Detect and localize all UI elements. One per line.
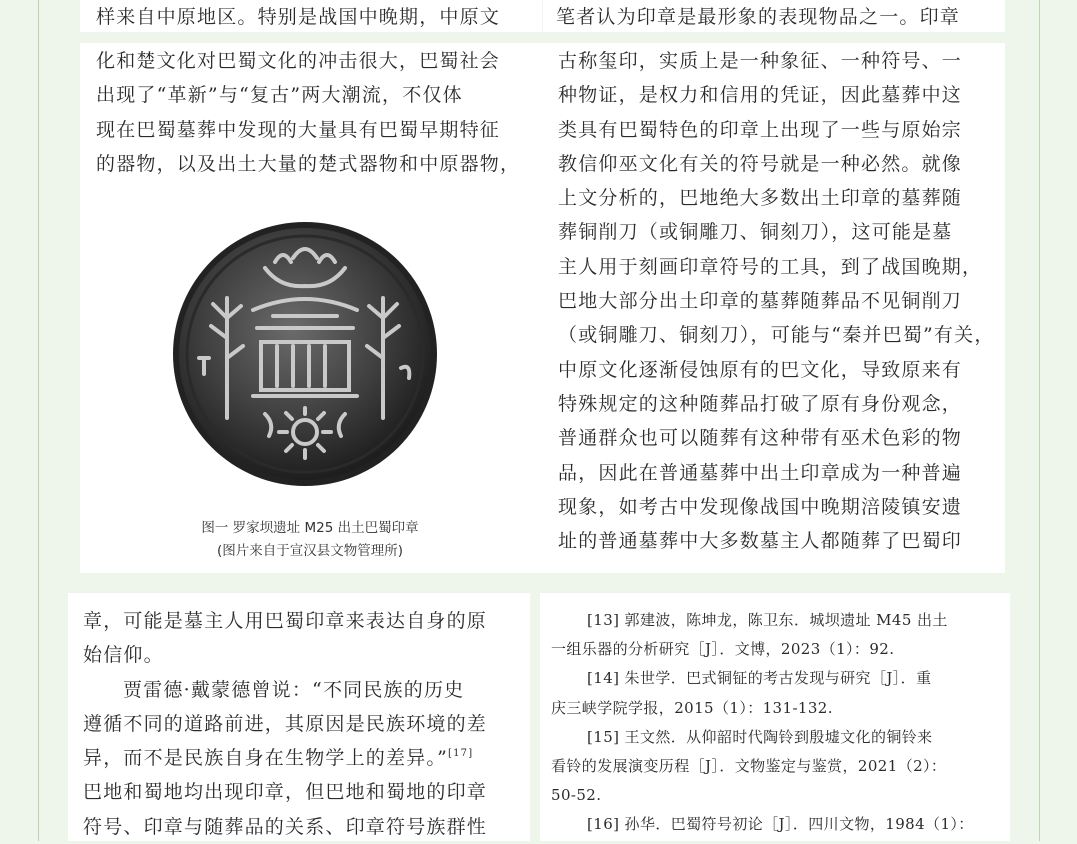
- text-line: 葬铜削刀（或铜雕刀、铜刻刀），这可能是墓: [558, 221, 953, 244]
- figure-caption-line2: (图片来自于宣汉县文物管理所): [216, 543, 404, 559]
- text-line: 化和楚文化对巴蜀文化的冲击很大，巴蜀社会: [96, 50, 501, 72]
- right-column-text: [558, 44, 995, 558]
- text-line: 古称玺印，实质上是一种象征、一种符号、一: [558, 50, 963, 72]
- text-line: 特殊规定的这种随葬品打破了原有身份观念，: [558, 392, 963, 415]
- bottom-left-text: [83, 604, 487, 844]
- text-line: 巴地大部分出土印章的墓葬随葬品不见铜削刀: [558, 290, 963, 313]
- top-left-text: 样来自中原地区。特别是战国中晚期，中原文: [96, 6, 501, 28]
- text-line: 遵循不同的道路前进，其原因是民族环境的差: [83, 712, 488, 735]
- reference-line: 庆三峡学院学报，2015（1）：131-132.: [551, 698, 833, 717]
- text-line: 种物证，是权力和信用的凭证，因此墓葬中这: [558, 84, 963, 107]
- citation-superscript: [17]: [448, 748, 474, 760]
- text-line: 类具有巴蜀特色的印章上出现了一些与原始宗: [558, 118, 963, 141]
- text-line: 贾雷德·戴蒙德曾说：“不同民族的历史: [123, 678, 465, 701]
- text-line: 现象，如考古中发现像战国中晚期涪陵镇安遗: [558, 495, 963, 518]
- reference-line: [13] 郭建波，陈坤龙，陈卫东．城坝遗址 M45 出土: [587, 611, 948, 629]
- text-line: 品，因此在普通墓葬中出土印章成为一种普遍: [558, 461, 963, 484]
- reference-line: [15] 王文然．从仰韶时代陶铃到殷墟文化的铜铃来: [587, 727, 933, 746]
- text-line: 始信仰。: [83, 644, 164, 667]
- text-line: 出现了“革新”与“复古”两大潮流，不仅体: [96, 84, 463, 107]
- text-line: （或铜雕刀、铜刻刀），可能与“秦并巴蜀”有关，: [558, 324, 995, 347]
- reference-line: 一组乐器的分析研究［J］．文博，2023（1）：92.: [551, 640, 895, 659]
- page-border-right: [1039, 0, 1040, 841]
- text-line: 上文分析的，巴地绝大多数出土印章的墓葬随: [558, 187, 963, 210]
- text-line: 教信仰巫文化有关的符号就是一种必然。就像: [558, 152, 963, 175]
- text-line-with-citation: [83, 741, 487, 775]
- top-right-text: 笔者认为印章是最形象的表现物品之一。印章: [556, 6, 961, 28]
- text-line: 符号、印章与随葬品的关系、印章符号族群性: [83, 815, 488, 838]
- text-line: 章，可能是墓主人用巴蜀印章来表达自身的原: [83, 610, 488, 632]
- references-list: [551, 606, 974, 840]
- reference-line: 看铃的发展演变历程［J］．文物鉴定与鉴赏，2021（2）：: [551, 757, 947, 776]
- reference-line: [16] 孙华．巴蜀符号初论［J］．四川文物，1984（1）：: [587, 815, 974, 834]
- figure-caption-line1: 图一 罗家坝遗址 M25 出土巴蜀印章: [201, 520, 419, 536]
- bronze-seal-image: [165, 218, 445, 493]
- reference-line: [14] 朱世学．巴式铜钲的考古发现与研究［J］．重: [587, 669, 932, 688]
- text-line: 主人用于刻画印章符号的工具，到了战国晚期，: [558, 255, 983, 278]
- text-line: 现在巴蜀墓葬中发现的大量具有巴蜀早期特征: [96, 118, 501, 141]
- text-line: 中原文化逐渐侵蚀原有的巴文化，导致原来有: [558, 358, 963, 381]
- seal-figure: [165, 218, 445, 493]
- text-line: 巴地和蜀地均出现印章，但巴地和蜀地的印章: [83, 781, 488, 804]
- text-line: 址的普通墓葬中大多数墓主人都随葬了巴蜀印: [558, 530, 963, 553]
- text-line: 普通群众也可以随葬有这种带有巫术色彩的物: [558, 427, 963, 450]
- text-line: 的器物，以及出土大量的楚式器物和中原器物，: [96, 152, 521, 175]
- text-line: 异，而不是民族自身在生物学上的差异。”: [83, 747, 449, 770]
- reference-line: 50-52.: [551, 786, 602, 805]
- left-column-text: [96, 44, 520, 181]
- page-border-left: [38, 0, 39, 841]
